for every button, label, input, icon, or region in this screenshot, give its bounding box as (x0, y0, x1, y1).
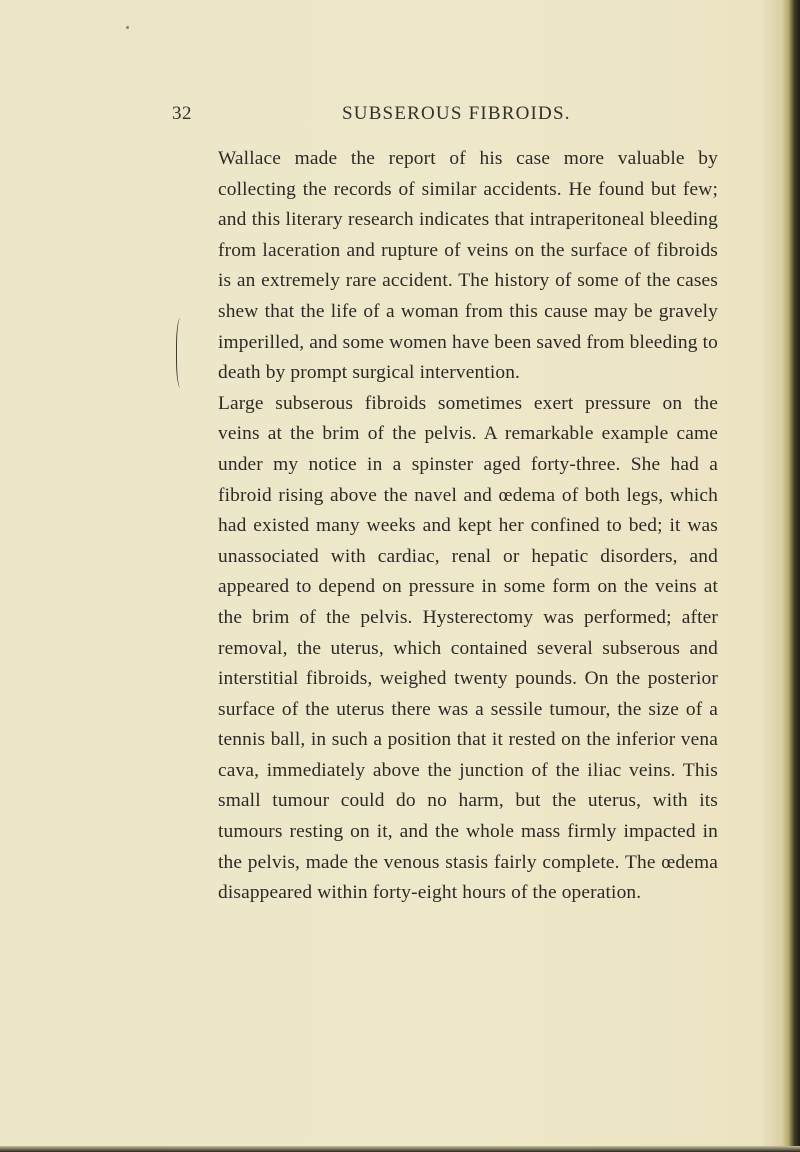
page-bottom-edge (0, 1146, 800, 1152)
page-number: 32 (172, 103, 192, 124)
paragraph: Large subserous fibroids sometimes exert pressure on the veins at the brim of the pelvis. A remarkable example came under my notice in a spinster aged forty-three. She had a fibroid rising above the navel and œdema of both legs, which had existed many weeks and kept her confined to bed; it was unassociated with cardiac, renal or hepatic disorders, and appeared to depend on pressure in some form on the veins at the brim of the pelvis. Hysterectomy was performed; after removal, the uterus, which contained several subserous and interstitial fibroids, weighed twenty pounds. On the posterior surface of the uterus there was a sessile tumour, the size of a tennis ball, in such a position that it rested on the inferior vena cava, immediately above the junction of the iliac veins. This small tumour could do no harm, but the uterus, with its tumours resting on it, and the whole mass firmly impacted in the pelvis, made the venous stasis fairly complete. The œdema disappeared within forty-eight hours of the operation. (218, 392, 718, 904)
paragraph: Wallace made the report of his case more valuable by collecting the records of similar accidents. He found but few; and this literary research indicates that intraperitoneal bleeding from laceration and rupture of veins on the surface of fibroids is an extremely rare accident. The history of some of the cases shew that the life of a woman from this cause may be gravely imperilled, and some women have been saved from bleeding to death by prompt surgical intervention. (218, 148, 718, 384)
running-title: SUBSEROUS FIBROIDS. (342, 103, 571, 124)
margin-pencil-mark (176, 318, 187, 388)
running-header (172, 103, 712, 133)
page-edge-shadow (782, 0, 800, 1152)
body-text (218, 144, 718, 909)
page-speck (126, 26, 129, 29)
